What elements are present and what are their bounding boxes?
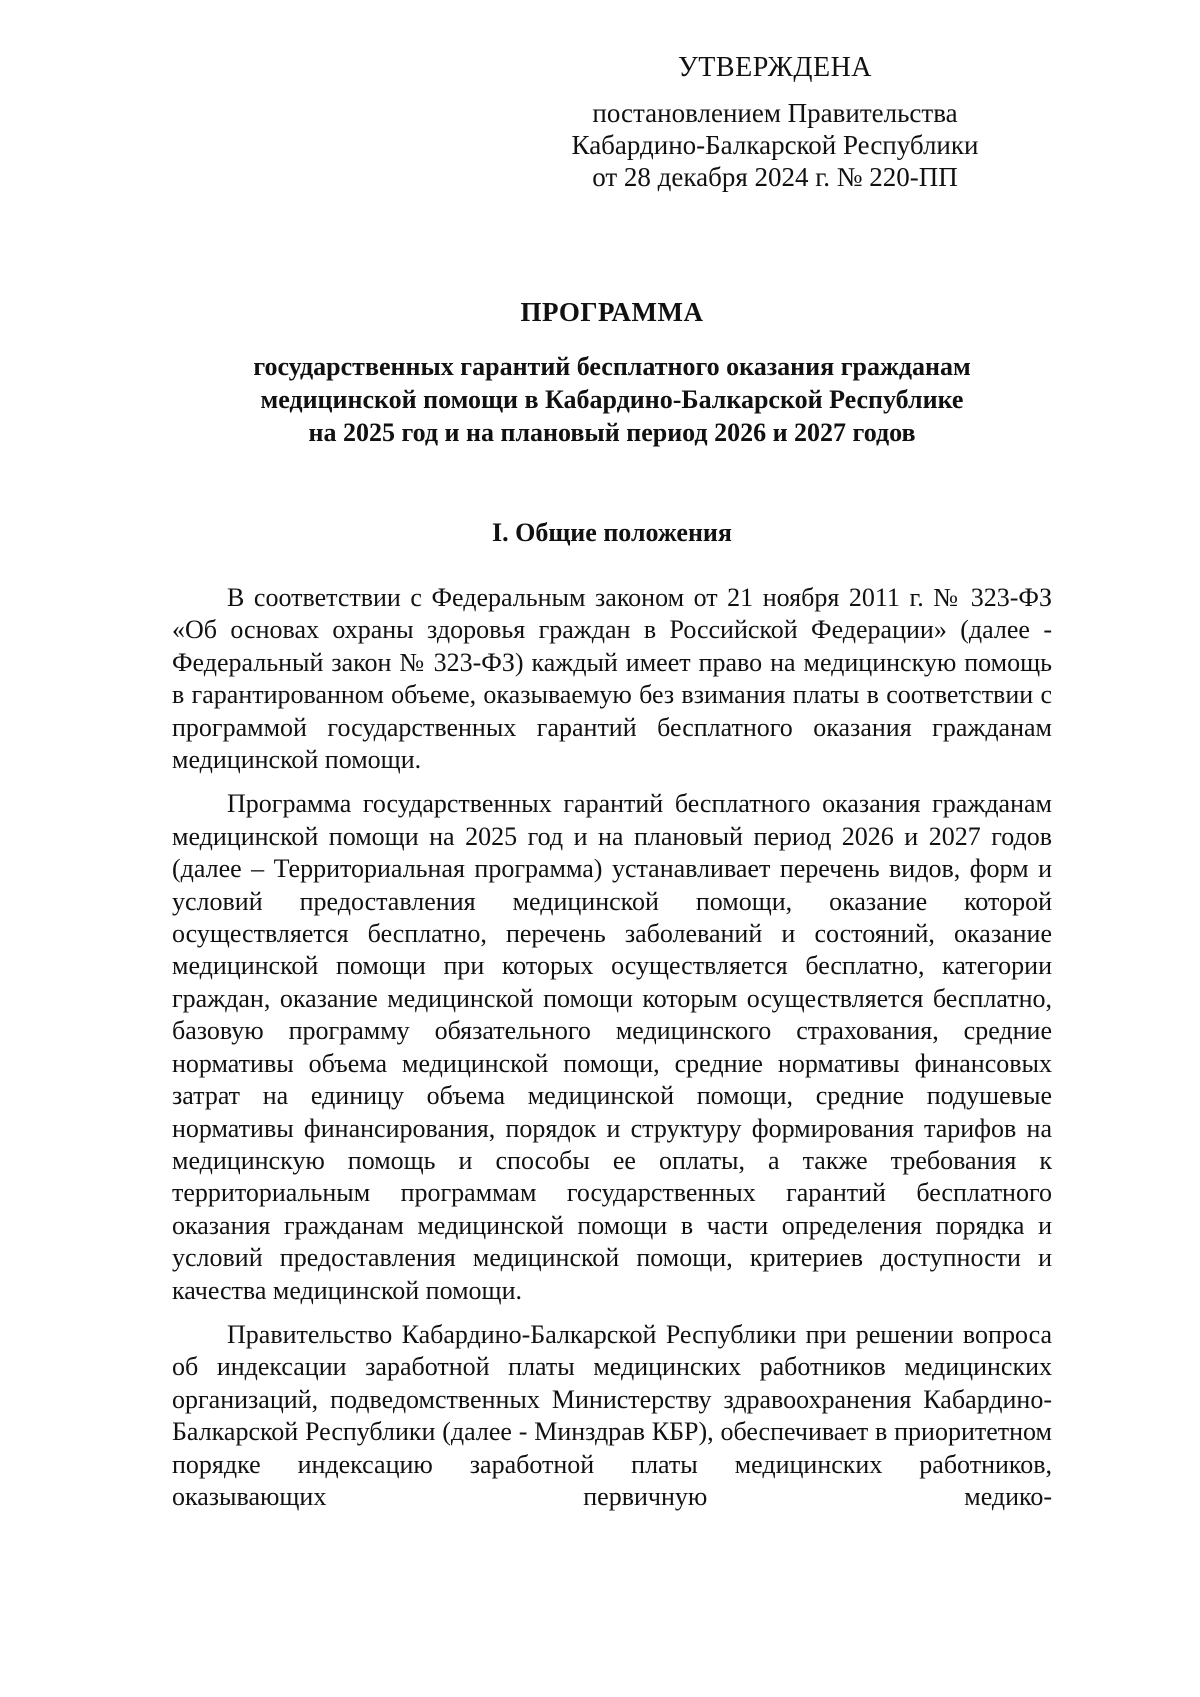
approval-line: Кабардино-Балкарской Республики (571, 130, 979, 160)
paragraph: Правительство Кабардино-Балкарской Республики при решении вопроса об индексации заработной платы медицинских работников медицинских организаций, подведомственных Министерству здравоохранения Кабардино-Балкарской Республики (далее - Минздрав КБР), обеспечивает в приоритетном порядке индексацию заработной платы медицинских работников, оказывающих первичную медико- (172, 1319, 1052, 1511)
approval-heading: УТВЕРЖДЕНА (677, 52, 873, 83)
subtitle-line: государственных гарантий бесплатного оказания гражданам (253, 352, 971, 381)
subtitle-line: на 2025 год и на плановый период 2026 и 2027 годов (308, 418, 916, 447)
approval-basis (560, 97, 990, 193)
section-heading: I. Общие положения (492, 518, 732, 547)
approval-line: постановлением Правительства (592, 98, 958, 128)
section-body (172, 582, 1052, 1525)
paragraph: Программа государственных гарантий бесплатного оказания гражданам медицинской помощи на 2025 год и на плановый период 2026 и 2027 годов (далее – Территориальная программа) устанавливает перечень видов, форм и условий предоставления медицинской помощи, оказание которой осуществляется бесплатно, перечень заболеваний и состояний, оказание медицинской помощи при которых осуществляется бесплатно, категории граждан, оказание медицинской помощи которым осуществляется бесплатно, базовую программу обязательного медицинского страхования, средние нормативы объема медицинской помощи, средние нормативы финансовых затрат на единицу объема медицинской помощи, средние подушевые нормативы финансирования, порядок и структуру формирования тарифов на медицинскую помощь и способы ее оплаты, а также требования к территориальным программам государственных гарантий бесплатного оказания гражданам медицинской помощи в части определения порядка и условий предоставления медицинской помощи, критериев доступности и качества медицинской помощи. (172, 789, 1052, 1305)
paragraph: В соответствии с Федеральным законом от 21 ноября 2011 г. № 323-ФЗ «Об основах охраны здоровья граждан в Российской Федерации» (далее - Федеральный закон № 323-ФЗ) каждый имеет право на медицинскую помощь в гарантированном объеме, оказываемую без взимания платы в соответствии с программой государственных гарантий бесплатного оказания гражданам медицинской помощи. (172, 583, 1052, 775)
document-subtitle (172, 350, 1052, 449)
approval-line: от 28 декабря 2024 г. № 220-ПП (592, 162, 958, 192)
document-title: ПРОГРАММА (520, 297, 704, 327)
subtitle-line: медицинской помощи в Кабардино-Балкарской Республике (260, 385, 964, 414)
